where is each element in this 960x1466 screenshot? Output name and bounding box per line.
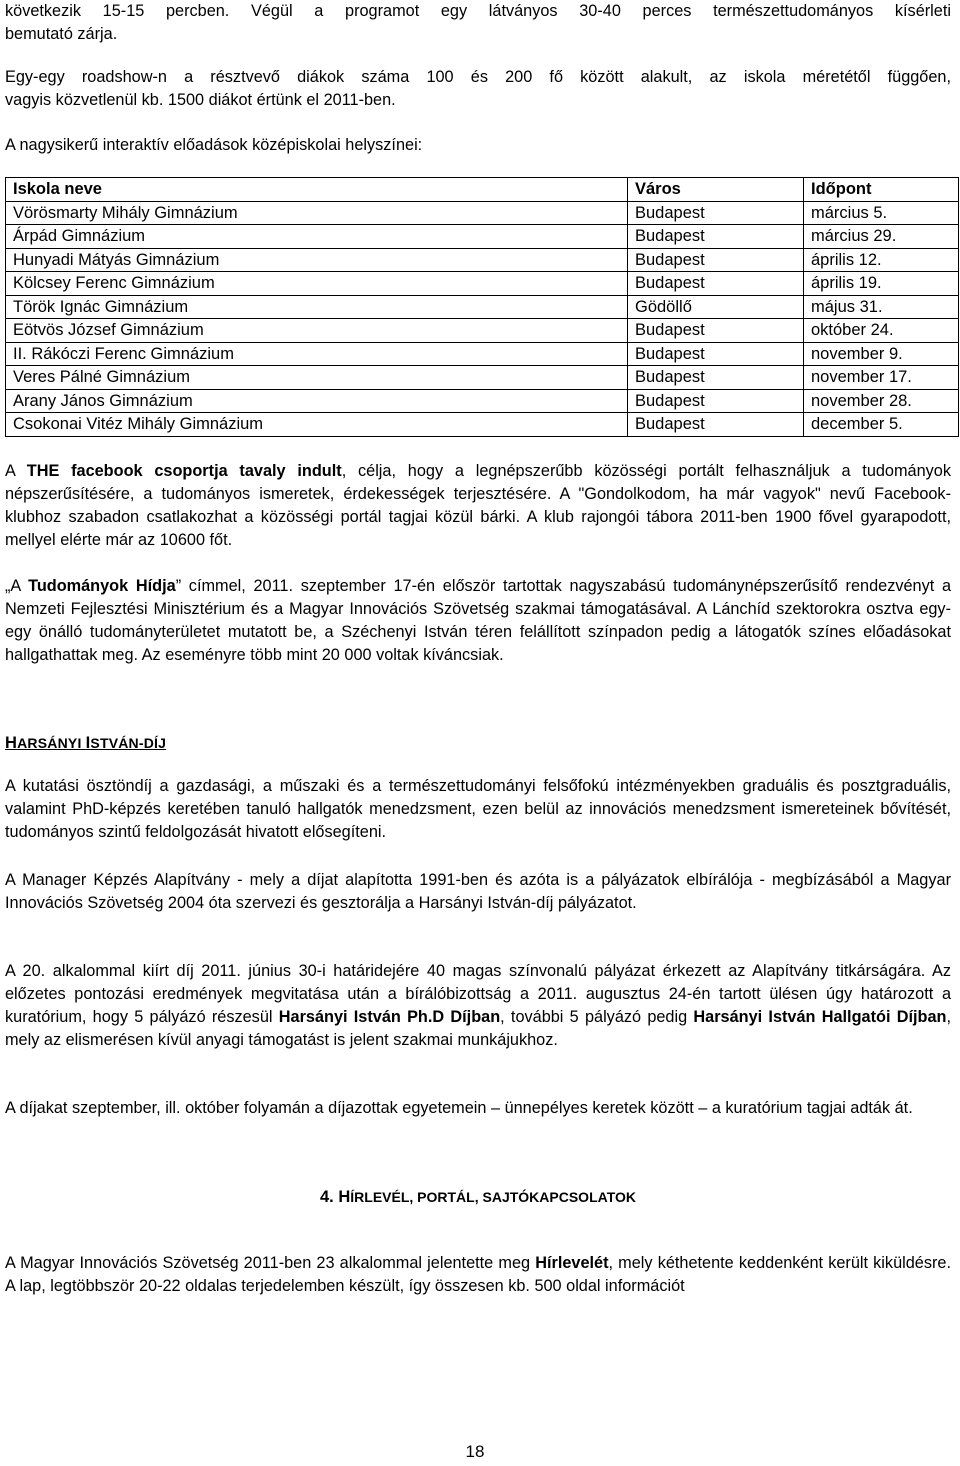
cell-city: Budapest: [628, 272, 804, 296]
cell-city: Budapest: [628, 366, 804, 390]
table-header-row: [6, 178, 959, 202]
table-row: [6, 342, 959, 366]
header-date: Időpont: [804, 178, 959, 202]
cell-date: november 17.: [804, 366, 959, 390]
facebook-paragraph: A THE facebook csoportja tavaly indult, célja, hogy a legnépszerűbb közösségi portált felhasználjuk a tudományok népszerűsítésére, a tudományos ismeretek, érdekességek terjesztésére. A "Gondolkodom, ha már vagyok" nevű Facebook-klubhoz szabadon csatlakozhat a közösségi portál tagjai közül bárki. A klub rajongói tábora 2011-ben 1900 fővel gyarapodott, mellyel elérte már az 10600 főt.: [5, 462, 951, 549]
harsanyi-paragraph-1: A kutatási ösztöndíj a gazdasági, a műszaki és a természettudományi felsőfokú intézményekben graduális és posztgraduális, valamint PhD-képzés keretében tanuló hallgatók menedzsment, ezen belül az innovációs menedzsment ismereteinek bővítését, tudományos szintű feldolgozását hivatott elősegíteni.: [5, 777, 951, 841]
cell-school: Vörösmarty Mihály Gimnázium: [6, 201, 628, 225]
cell-city: Gödöllő: [628, 295, 804, 319]
table-row: [6, 225, 959, 249]
cell-date: október 24.: [804, 319, 959, 343]
harsanyi-heading: HARSÁNYI ISTVÁN-DÍJ: [5, 734, 167, 752]
harsanyi-paragraph-4: A díjakat szeptember, ill. október folyamán a díjazottak egyetemein – ünnepélyes keretek között – a kuratórium tagjai adták át.: [5, 1099, 913, 1117]
table-caption: A nagysikerű interaktív előadások középiskolai helyszínei:: [5, 136, 423, 154]
cell-city: Budapest: [628, 413, 804, 437]
cell-school: Hunyadi Mátyás Gimnázium: [6, 248, 628, 272]
page-number: 18: [465, 1442, 485, 1461]
header-school: Iskola neve: [6, 178, 628, 202]
cell-school: Árpád Gimnázium: [6, 225, 628, 249]
header-city: Város: [628, 178, 804, 202]
newsletter-bold: Hírlevelét: [535, 1254, 609, 1272]
cell-school: Arany János Gimnázium: [6, 389, 628, 413]
cell-school: Veres Pálné Gimnázium: [6, 366, 628, 390]
cell-date: december 5.: [804, 413, 959, 437]
cell-date: november 9.: [804, 342, 959, 366]
intro-paragraph-2: [5, 66, 951, 112]
harsanyi-paragraph-2: A Manager Képzés Alapítvány - mely a díjat alapította 1991-ben és azóta is a pályázatok elbírálója - megbízásából a Magyar Innovációs Szövetség 2004 óta szervezi és gesztorálja a Harsányi István-díj pályázatot.: [5, 871, 951, 912]
cell-date: április 12.: [804, 248, 959, 272]
cell-date: május 31.: [804, 295, 959, 319]
student-prize-bold: Harsányi István Hallgatói Díjban: [693, 1008, 947, 1026]
venues-table: [5, 177, 959, 437]
cell-date: november 28.: [804, 389, 959, 413]
intro-line: bemutató zárja.: [5, 25, 118, 43]
table-row: [6, 413, 959, 437]
cell-city: Budapest: [628, 389, 804, 413]
cell-date: március 29.: [804, 225, 959, 249]
cell-school: Kölcsey Ferenc Gimnázium: [6, 272, 628, 296]
cell-city: Budapest: [628, 342, 804, 366]
cell-city: Budapest: [628, 201, 804, 225]
cell-school: II. Rákóczi Ferenc Gimnázium: [6, 342, 628, 366]
intro-paragraph-1: [5, 0, 951, 46]
table-row: [6, 389, 959, 413]
table-row: [6, 295, 959, 319]
bridge-bold: Tudományok Hídja: [28, 577, 176, 595]
table-row: [6, 319, 959, 343]
section-4-heading: 4. HÍRLEVÉL, PORTÁL, SAJTÓKAPCSOLATOK: [319, 1188, 636, 1206]
intro-line: vagyis közvetlenül kb. 1500 diákot értünk el 2011-ben.: [5, 91, 396, 109]
cell-date: április 19.: [804, 272, 959, 296]
newsletter-paragraph: A Magyar Innovációs Szövetség 2011-ben 23 alkalommal jelentette meg Hírlevelét, mely kéthetente keddenként került kiküldésre. A lap, legtöbbször 20-22 oldalas terjedelemben készült, így összesen kb. 500 oldal információt: [5, 1254, 951, 1295]
intro-line: Egy-egy roadshow-n a résztvevő diákok száma 100 és 200 fő között alakult, az iskola méretétől függően,: [5, 68, 951, 86]
cell-school: Csokonai Vitéz Mihály Gimnázium: [6, 413, 628, 437]
cell-city: Budapest: [628, 225, 804, 249]
facebook-bold: THE facebook csoportja tavaly indult: [26, 462, 342, 480]
phd-prize-bold: Harsányi István Ph.D Díjban: [278, 1008, 501, 1026]
harsanyi-paragraph-3: A 20. alkalommal kiírt díj 2011. június 30-i határidejére 40 magas színvonalú pályázat érkezett az Alapítvány titkárságára. Az előzetes pontozási eredmények megvitatása után a bírálóbizottság a 2011. augusztus 24-én tartott ülésen úgy határozott a kuratórium, hogy 5 pályázó részesül Harsányi István Ph.D Díjban, további 5 pályázó pedig Harsányi István Hallgatói Díjban, mely az elismerésen kívül anyagi támogatást is jelent szakmai munkájukhoz.: [5, 962, 951, 1049]
cell-school: Eötvös József Gimnázium: [6, 319, 628, 343]
table-row: [6, 201, 959, 225]
cell-city: Budapest: [628, 248, 804, 272]
intro-line: következik 15-15 percben. Végül a programot egy látványos 30-40 perces természettudományos kísérleti: [5, 2, 951, 20]
table-row: [6, 248, 959, 272]
cell-school: Török Ignác Gimnázium: [6, 295, 628, 319]
cell-city: Budapest: [628, 319, 804, 343]
bridge-paragraph: „A Tudományok Hídja” címmel, 2011. szeptember 17-én először tartottak nagyszabású tudománynépszerűsítő rendezvényt a Nemzeti Fejlesztési Minisztérium és a Magyar Innovációs Szövetség szakmai támogatásával. A Lánchíd szektorokra osztva egy-egy önálló tudományterületet mutatott be, a Széchenyi István téren felállított színpadon pedig a látogatók színes előadásokat hallgathattak meg. Az eseményre több mint 20 000 voltak kíváncsiak.: [5, 577, 951, 664]
table-row: [6, 366, 959, 390]
table-row: [6, 272, 959, 296]
cell-date: március 5.: [804, 201, 959, 225]
